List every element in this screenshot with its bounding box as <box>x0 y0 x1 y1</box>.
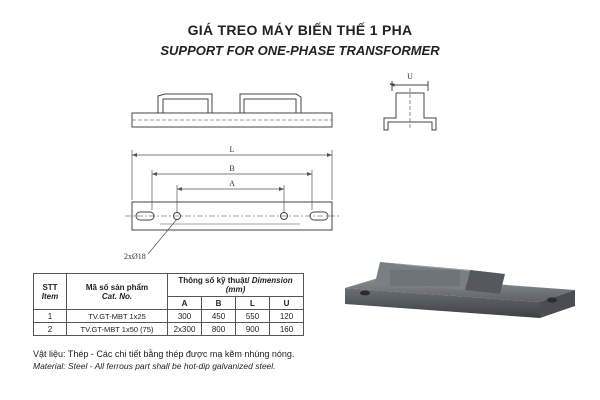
cell-code: TV.GT-MBT 1x25 <box>67 310 168 323</box>
cell-b: 800 <box>202 323 236 336</box>
specification-table <box>33 273 304 336</box>
header-l: L <box>236 297 270 310</box>
title-vietnamese: GIÁ TREO MÁY BIẾN THẾ 1 PHA <box>187 22 413 38</box>
cell-u: 160 <box>270 323 304 336</box>
section-view <box>384 81 436 130</box>
header-dimension: Thông số kỹ thuật/ Dimension (mm) <box>168 274 304 297</box>
dimension-l-label: L <box>229 145 235 154</box>
material-note-english: Material: Steel - All ferrous part shall be hot-dip galvanized steel. <box>33 361 276 371</box>
cell-l: 550 <box>236 310 270 323</box>
header-u: U <box>270 297 304 310</box>
header-stt: STT Item <box>34 274 67 310</box>
cell-u: 120 <box>270 310 304 323</box>
header-code: Mã số sản phẩm Cat. No. <box>67 274 168 310</box>
table-row <box>34 310 304 323</box>
hole-label: 2xØ18 <box>124 252 146 261</box>
cell-b: 450 <box>202 310 236 323</box>
header-b: B <box>202 297 236 310</box>
table-row <box>34 323 304 336</box>
cell-a: 2x300 <box>168 323 202 336</box>
plan-view <box>125 202 340 254</box>
cell-code: TV.GT-MBT 1x50 (75) <box>67 323 168 336</box>
dimension-u-label: U <box>407 72 413 81</box>
header-a: A <box>168 297 202 310</box>
side-view <box>132 94 332 127</box>
cell-a: 300 <box>168 310 202 323</box>
title-english: SUPPORT FOR ONE-PHASE TRANSFORMER <box>160 43 440 58</box>
material-note-vietnamese: Vật liệu: Thép - Các chi tiết bằng thép được mạ kẽm nhúng nóng. <box>33 349 295 359</box>
cell-stt: 1 <box>34 310 67 323</box>
cell-l: 900 <box>236 323 270 336</box>
product-photo <box>345 262 575 318</box>
dimension-b-label: B <box>229 164 235 173</box>
cell-stt: 2 <box>34 323 67 336</box>
dimension-a-label: A <box>229 179 235 188</box>
